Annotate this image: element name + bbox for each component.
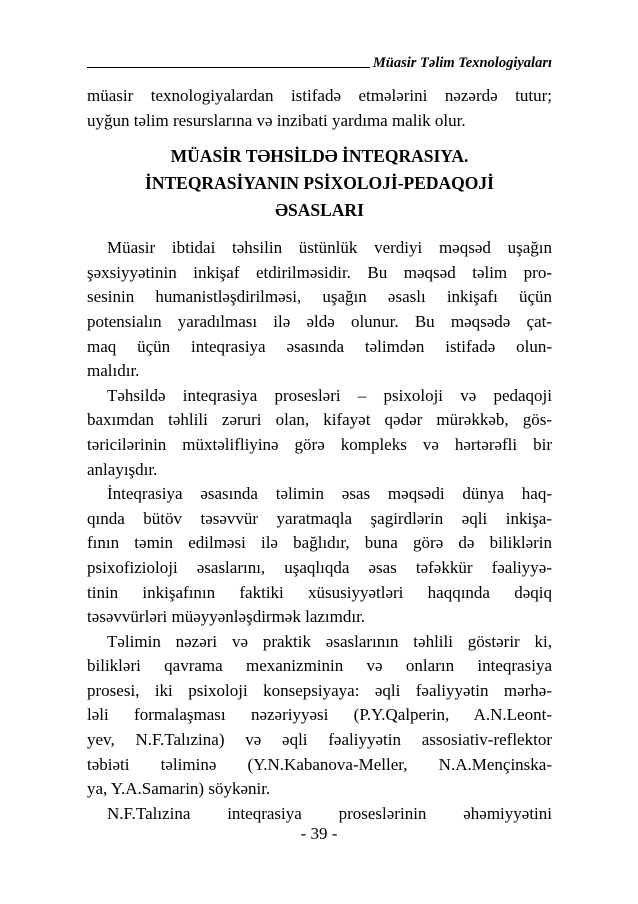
text-line: Müasir ibtidai təhsilin üstünlük verdiyi məqsəd uşağın bbox=[107, 238, 552, 258]
text-line: Təhsildə inteqrasiya prosesləri – psixoloji və pedaqoji bbox=[107, 385, 552, 405]
text-line: maq üçün inteqrasiya əsasında təlimdən istifadə olun- bbox=[87, 336, 552, 356]
heading-line: MÜASİR TƏHSİLDƏ İNTEQRASIYA. bbox=[170, 146, 469, 167]
page-number: - 39 - bbox=[300, 824, 338, 843]
paragraph bbox=[87, 802, 552, 827]
paragraph bbox=[87, 236, 552, 384]
text-line: İnteqrasiya əsasında təlimin əsas məqsədi dünya haq- bbox=[107, 484, 552, 504]
text-line: şəxsiyyətinin inkişaf etdirilməsidir. Bu məqsəd təlim pro- bbox=[87, 262, 552, 282]
paragraph bbox=[87, 384, 552, 482]
text-line: təbiəti təliminə (Y.N.Kabanova-Meller, N.A.Mençinska- bbox=[87, 754, 552, 774]
text-line: təricilərinin müxtəlifliyinə görə kompleks və hərtərəfli bir bbox=[87, 434, 552, 454]
text-line: ya, Y.A.Samarin) söykənir. bbox=[87, 779, 271, 799]
running-header-title: Müasir Təlim Texnologiyaları bbox=[372, 55, 552, 71]
paragraph bbox=[87, 630, 552, 802]
text-line: müasir texnologiyalardan istifadə etmələrini nəzərdə tutur; bbox=[87, 86, 552, 105]
section-heading bbox=[87, 143, 552, 224]
text-line: potensialın yaradılması ilə əldə olunur. Bu məqsədə çat- bbox=[87, 311, 552, 331]
text-line: fının təmin edilməsi ilə bağlıdır, buna görə də biliklərin bbox=[87, 533, 552, 553]
text-line: N.F.Talızina inteqrasiya proseslərinin əhəmiyyətini bbox=[107, 803, 552, 823]
text-line: anlayışdır. bbox=[87, 459, 158, 479]
text-line: baxımdan təhlili zəruri olan, kifayət qədər mürəkkəb, gös- bbox=[87, 410, 552, 430]
text-line: tinin inkişafının faktiki xüsusiyyətləri haqqında dəqiq bbox=[87, 582, 552, 602]
text-line: ləli formalaşması nəzəriyyəsi (P.Y.Qalperin, A.N.Leont- bbox=[87, 705, 552, 725]
text-line: qında bütöv təsəvvür yaratmaqla şagirdlərin əqli inkişa- bbox=[87, 508, 552, 528]
header-rule bbox=[87, 67, 370, 68]
heading-line: ƏSASLARI bbox=[275, 200, 364, 221]
text-line: bilikləri qavrama mexanizminin və onların inteqrasiya bbox=[87, 656, 552, 676]
paragraph bbox=[87, 482, 552, 630]
body-text bbox=[87, 84, 552, 826]
running-header bbox=[87, 50, 552, 72]
text-line: sesinin humanistləşdirilməsi, uşağın əsaslı inkişafı üçün bbox=[87, 287, 552, 307]
book-page bbox=[87, 50, 552, 826]
text-line: malıdır. bbox=[87, 361, 140, 381]
text-line: Təlimin nəzəri və praktik əsaslarının təhlili göstərir ki, bbox=[107, 631, 552, 651]
text-line: uyğun təlim resurslarına və inzibati yardıma malik olur. bbox=[87, 110, 466, 130]
intro-text bbox=[87, 84, 552, 133]
heading-line: İNTEQRASİYANIN PSİXOLOJİ-PEDAQOJİ bbox=[145, 173, 494, 194]
text-line: psixofizioloji əsaslarını, uşaqlıqda əsas təfəkkür fəaliyyə- bbox=[87, 557, 552, 577]
text-line: yev, N.F.Talızina) və əqli fəaliyyətin assosiativ-reflektor bbox=[87, 730, 552, 750]
text-line: təsəvvürləri müəyyənləşdirmək lazımdır. bbox=[87, 607, 366, 627]
text-line: prosesi, iki psixoloji konsepsiyaya: əqli fəaliyyətin mərhə- bbox=[87, 680, 552, 700]
